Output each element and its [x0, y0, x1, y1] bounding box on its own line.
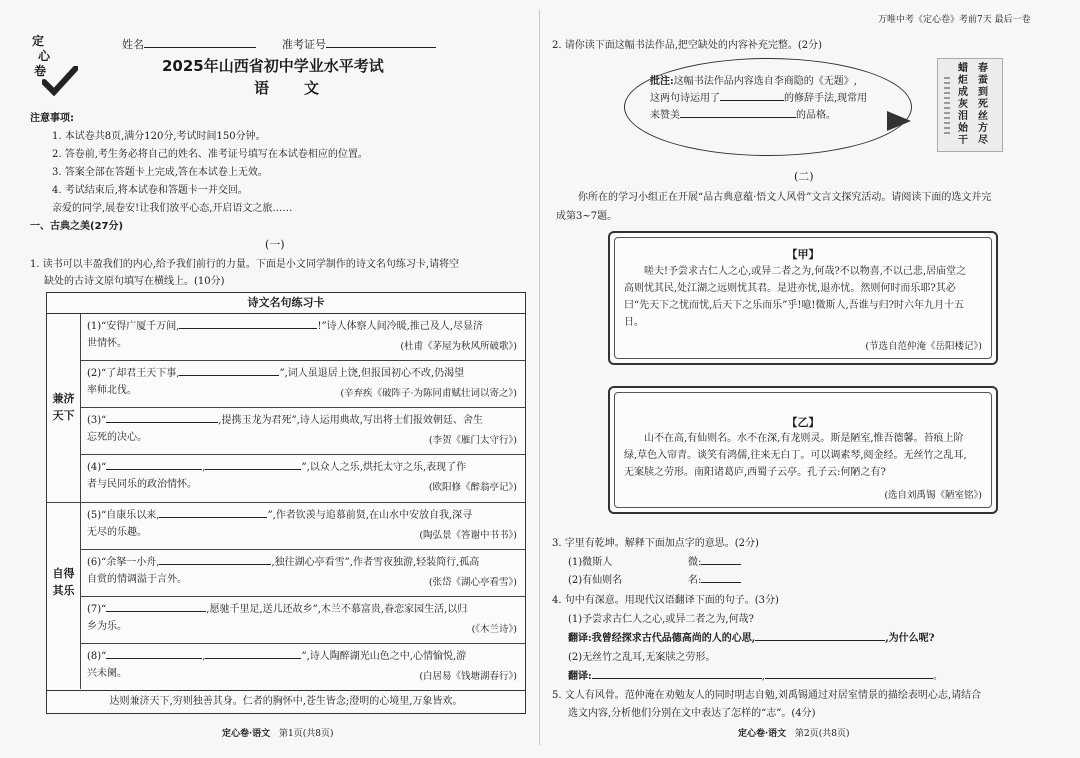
category-column	[47, 503, 81, 689]
question-4-text: 4. 句中有深意。用现代汉语翻译下面的句子。(3分)	[552, 595, 779, 606]
question-5-text: 5. 文人有风骨。范仲淹在劝勉友人的同时明志自勉,刘禹锡通过对居室情景的描绘表明心志,请结合	[552, 690, 982, 701]
fill-blank-item[interactable]: (3)“ ,提携玉龙为君死”,诗人运用典故,写出将士们报效朝廷、舍生 忘死的决心。	[87, 412, 517, 446]
source-citation: (杜甫《茅屋为秋风所破歌》)	[400, 341, 517, 352]
annotation-text[interactable]: 批注:这幅书法作品内容选自李商隐的《无题》, 这两句诗运用了 的修辞手法,现常用 来赞美 的品格。	[650, 76, 868, 121]
fill-blank-item[interactable]: (6)“余拏一小舟, ,独往湖心亭看雪”,作者雪夜独游,轻装简行,孤高 自赏的情调溢于言外。	[87, 554, 517, 588]
source-citation: (辛弃疾《破阵子·为陈同甫赋壮词以寄之》)	[340, 388, 517, 399]
calligraphy-artwork	[937, 58, 1003, 152]
name-field[interactable]	[122, 36, 256, 52]
passage-source: (选自刘禹锡《陋室铭》)	[884, 490, 982, 501]
notes-title: 注意事项:	[30, 113, 74, 124]
note-item: 3. 答案全部在答题卡上完成,答在本试卷上无效。	[52, 167, 268, 178]
category-label: 其乐	[52, 584, 75, 597]
category-label: 天下	[52, 409, 75, 422]
passage-source: (节选自范仲淹《岳阳楼记》)	[865, 341, 982, 352]
part-heading: (二)	[794, 170, 814, 183]
card-row	[81, 455, 525, 503]
calligraphy-inscription	[944, 77, 950, 137]
fill-blank-item[interactable]: (2)“了却君王天下事, ”,词人虽退居上饶,但报国初心不改,仍渴望 率师北伐。	[87, 365, 517, 399]
fill-blank-item[interactable]: (4)“ , ”,以众人之乐,烘托太守之乐,表现了作 者与民同乐的政治情怀。	[87, 459, 517, 493]
section-heading: 一、古典之美(27分)	[30, 221, 124, 232]
ticket-number-field[interactable]	[282, 36, 436, 52]
question-5-text: 选文内容,分析他们分别在文中表达了怎样的“志”。(4分)	[568, 708, 816, 719]
running-header: 万唯中考《定心卷》考前7天 最后一卷	[878, 15, 1031, 25]
activity-intro: 你所在的学习小组正在开展“品古典意蕴·悟文人风骨”文言文探究活动。请阅读下面的选文并完	[578, 192, 992, 203]
subject-title: 语 文	[254, 79, 330, 97]
dingxinjuan-logo	[30, 32, 70, 92]
poetry-practice-card	[46, 292, 526, 714]
source-citation: (陶弘景《答谢中书书》)	[419, 530, 517, 541]
name-label: 姓名	[122, 38, 144, 51]
footer-brand: 定心卷·语文	[738, 729, 787, 739]
card-row	[81, 408, 525, 455]
q3-item: (1)微斯人	[568, 557, 613, 568]
card-row	[81, 597, 525, 644]
q3-answer[interactable]: 名:	[688, 571, 741, 586]
fill-blank-item[interactable]: (7)“ ,愿驰千里足,送儿还故乡”,木兰不慕富贵,眷恋家园生活,以归 乡为乐。	[87, 601, 517, 635]
category-label: 自得	[52, 567, 75, 580]
q3-answer[interactable]: 微:	[688, 553, 741, 568]
card-row	[81, 644, 525, 689]
logo-char: 卷	[34, 64, 47, 78]
q4-sentence: (1)予尝求古仁人之心,或异二者之为,何哉?	[568, 614, 754, 625]
question-1-text: 1. 读书可以丰盈我们的内心,给予我们前行的力量。下面是小文同学制作的诗文名句练习卡,请将空	[30, 259, 460, 270]
page-two	[542, 0, 1080, 758]
q4-translation[interactable]: 翻译: , 。	[568, 667, 943, 682]
note-item: 2. 答卷前,考生务必将自己的姓名、准考证号填写在本试卷相应的位置。	[52, 149, 368, 160]
checkmark-icon	[42, 66, 78, 96]
q3-item: (2)有仙则名	[568, 575, 623, 586]
page-one	[0, 0, 538, 758]
passage-title: 【乙】	[786, 416, 820, 429]
q4-translation[interactable]: 翻译:我曾经探求古代品德高尚的人的心思, ,为什么呢?	[568, 629, 935, 644]
card-row	[81, 550, 525, 597]
fill-blank-item[interactable]: (8)“ , ”,诗人陶醉湖光山色之中,心情愉悦,游 兴未阑。	[87, 648, 517, 682]
card-row	[81, 314, 525, 361]
exam-title: 2025年山西省初中学业水平考试	[162, 57, 384, 75]
q4-sentence: (2)无丝竹之乱耳,无案牍之劳形。	[568, 652, 716, 663]
question-1-text: 缺处的古诗文原句填写在横线上。(10分)	[44, 276, 225, 287]
source-citation: (白居易《钱塘湖春行》)	[419, 671, 517, 682]
greeting: 亲爱的同学,展卷安!让我们放平心态,开启语文之旅……	[52, 203, 293, 214]
category-label: 兼济	[52, 392, 75, 405]
card-row	[81, 361, 525, 408]
calligraphy-column: 春蚕到死丝方尽	[978, 63, 988, 146]
page-footer	[738, 726, 850, 739]
passage-jia	[608, 231, 998, 365]
footer-page-number: 第2页(共8页)	[795, 729, 850, 739]
note-item: 1. 本试卷共8页,满分120分,考试时间150分钟。	[52, 131, 266, 142]
passage-body: 山不在高,有仙则名。水不在深,有龙则灵。斯是陋室,惟吾德馨。苔痕上阶绿,草色入帘青。谈笑有鸿儒,往来无白丁。可以调素琴,阅金经。无丝竹之乱耳,无案牍之劳形。南阳诸葛庐,西蜀子云亭。孔子云:何陋之有?	[624, 433, 967, 478]
passage-body: 嗟夫!予尝求古仁人之心,或异二者之为,何哉?不以物喜,不以己悲,居庙堂之高则忧其民,处江湖之远则忧其君。是进亦忧,退亦忧。然则何时而乐耶?其必曰“先天下之忧而忧,后天下之乐而乐”乎!噫!微斯人,吾谁与归?时六年九月十五日。	[624, 266, 967, 328]
card-title: 诗文名句练习卡	[47, 293, 525, 314]
fill-blank-item[interactable]: (1)“安得广厦千万间, !”诗人体察人间冷暖,推己及人,尽显济 世情怀。	[87, 318, 517, 352]
activity-intro: 成第3~7题。	[556, 211, 618, 222]
card-row	[81, 503, 525, 550]
part-heading: (一)	[265, 238, 285, 251]
source-citation: (欧阳修《醉翁亭记》)	[428, 482, 517, 493]
passage-yi	[608, 386, 998, 514]
page-footer	[222, 726, 334, 739]
question-3-text: 3. 字里有乾坤。解释下面加点字的意思。(2分)	[552, 538, 759, 549]
source-citation: (张岱《湖心亭看雪》)	[428, 577, 517, 588]
page-divider	[539, 10, 540, 745]
note-item: 4. 考试结束后,将本试卷和答题卡一并交回。	[52, 185, 248, 196]
footer-page-number: 第1页(共8页)	[279, 729, 334, 739]
ticket-label: 准考证号	[282, 38, 326, 51]
source-citation: (《木兰诗》)	[471, 624, 517, 635]
calligraphy-column: 蜡炬成灰泪始干	[958, 63, 968, 146]
source-citation: (李贺《雁门太守行》)	[428, 435, 517, 446]
card-footer-quote: 达则兼济天下,穷则独善其身。仁者的胸怀中,苍生皆念;澄明的心境里,万象皆欢。	[47, 690, 525, 713]
question-2-text: 2. 请你读下面这幅书法作品,把空缺处的内容补充完整。(2分)	[552, 40, 823, 51]
passage-title: 【甲】	[786, 248, 820, 261]
category-column	[47, 314, 81, 503]
logo-char: 定	[32, 34, 45, 48]
footer-brand: 定心卷·语文	[222, 729, 271, 739]
fill-blank-item[interactable]: (5)“自康乐以来, ”,作者钦羡与追慕前贤,在山水中安放自我,深寻 无尽的乐趣。	[87, 507, 517, 541]
logo-char: 心	[38, 49, 51, 63]
